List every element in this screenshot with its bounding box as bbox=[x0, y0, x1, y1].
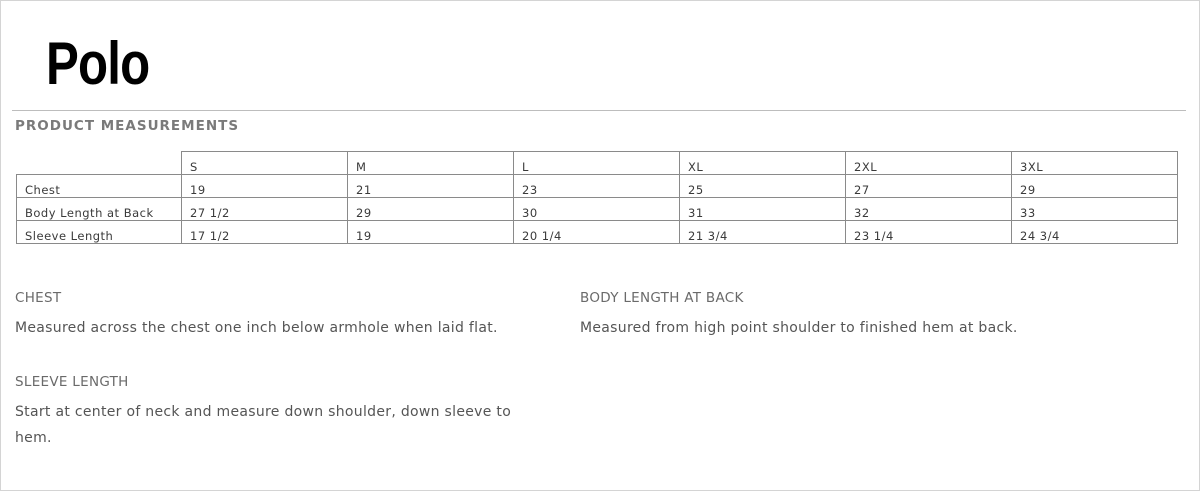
table-cell: 20 1/4 bbox=[514, 221, 680, 244]
definition-text: Measured across the chest one inch below armhole when laid flat. bbox=[15, 320, 498, 336]
table-header-cell: S bbox=[182, 152, 348, 175]
table-cell: 27 1/2 bbox=[182, 198, 348, 221]
table-cell: 29 bbox=[1012, 175, 1178, 198]
table-header-cell: XL bbox=[680, 152, 846, 175]
table-cell: 29 bbox=[348, 198, 514, 221]
definition-heading: SLEEVE LENGTH bbox=[15, 374, 129, 390]
table-cell: 21 3/4 bbox=[680, 221, 846, 244]
table-cell: 24 3/4 bbox=[1012, 221, 1178, 244]
table-cell: 30 bbox=[514, 198, 680, 221]
definition-text: Measured from high point shoulder to finished hem at back. bbox=[580, 320, 1018, 336]
table-header-cell: 2XL bbox=[846, 152, 1012, 175]
table-cell: 33 bbox=[1012, 198, 1178, 221]
row-label-cell: Sleeve Length bbox=[17, 221, 182, 244]
table-cell: 19 bbox=[182, 175, 348, 198]
table-cell: 27 bbox=[846, 175, 1012, 198]
page-title: Polo bbox=[46, 30, 150, 97]
row-label-cell: Body Length at Back bbox=[17, 198, 182, 221]
definition-text: Start at center of neck and measure down shoulder, down sleeve to hem. bbox=[15, 404, 512, 446]
table-cell: 32 bbox=[846, 198, 1012, 221]
table-row bbox=[17, 221, 1178, 244]
definition-heading: CHEST bbox=[15, 290, 62, 306]
size-chart-table bbox=[16, 151, 1178, 244]
table-header-row bbox=[17, 152, 1178, 175]
table-cell: 31 bbox=[680, 198, 846, 221]
table-cell: 25 bbox=[680, 175, 846, 198]
table-cell: 21 bbox=[348, 175, 514, 198]
table-cell: 23 1/4 bbox=[846, 221, 1012, 244]
table-row bbox=[17, 175, 1178, 198]
table-header-cell bbox=[17, 152, 182, 175]
divider bbox=[12, 110, 1186, 111]
table-header-cell: L bbox=[514, 152, 680, 175]
table-row bbox=[17, 198, 1178, 221]
table-cell: 23 bbox=[514, 175, 680, 198]
section-heading: PRODUCT MEASUREMENTS bbox=[15, 118, 240, 134]
table-cell: 17 1/2 bbox=[182, 221, 348, 244]
definition-heading: BODY LENGTH AT BACK bbox=[580, 290, 744, 306]
definition-sleeve-length bbox=[15, 373, 535, 451]
definition-chest bbox=[15, 289, 535, 341]
definition-body-length bbox=[580, 289, 1140, 341]
row-label-cell: Chest bbox=[17, 175, 182, 198]
table-header-cell: M bbox=[348, 152, 514, 175]
table-header-cell: 3XL bbox=[1012, 152, 1178, 175]
table-cell: 19 bbox=[348, 221, 514, 244]
